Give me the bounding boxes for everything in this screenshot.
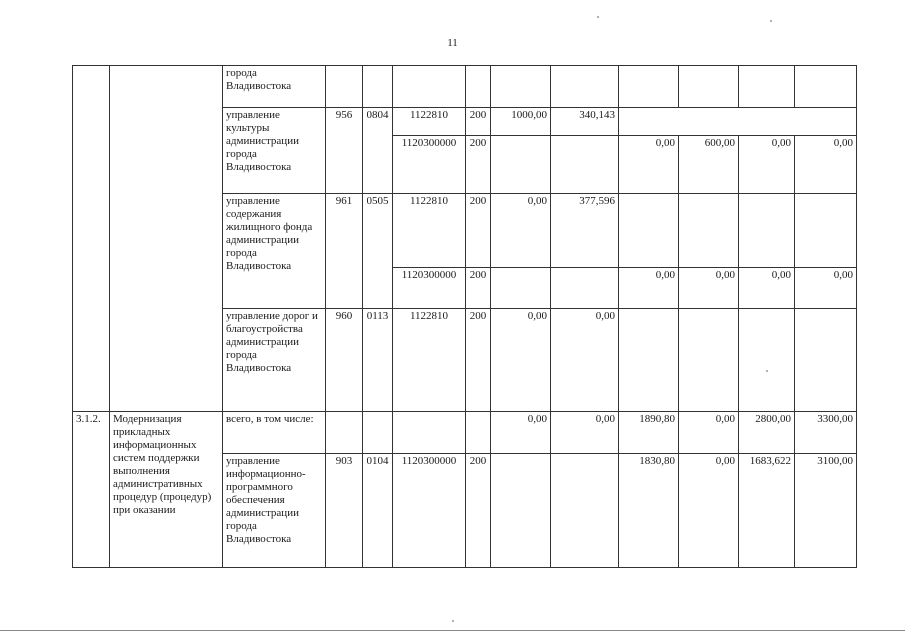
scan-edge-line	[0, 630, 905, 631]
vr-cell: 200	[466, 194, 491, 268]
org-cell: всего, в том числе:	[223, 412, 326, 454]
value-cell: 0,00	[795, 268, 857, 309]
code-cell: 3.1.2.	[73, 412, 110, 568]
rzpr-cell: 0505	[363, 194, 393, 309]
value-cell: 0,00	[491, 309, 551, 412]
rzpr-cell: 0804	[363, 108, 393, 194]
grbs-cell: 960	[326, 309, 363, 412]
table-row	[73, 66, 857, 108]
vr-cell: 200	[466, 268, 491, 309]
code-cell	[73, 66, 110, 412]
value-cell: 0,00	[739, 136, 795, 194]
scan-speck	[452, 620, 454, 622]
grbs-cell: 961	[326, 194, 363, 309]
value-cell: 3100,00	[795, 454, 857, 568]
value-cell: 1000,00	[491, 108, 551, 136]
csr-cell: 1122810	[393, 194, 466, 268]
csr-cell: 1120300000	[393, 268, 466, 309]
measure-name-cell: Модернизация прикладных информационных систем поддержки выполнения административных процедур (процедур) при оказании	[110, 412, 223, 568]
vr-cell: 200	[466, 454, 491, 568]
scan-speck	[766, 370, 768, 372]
grbs-cell: 903	[326, 454, 363, 568]
org-cell: управление дорог и благоустройства администрации города Владивостока	[223, 309, 326, 412]
rzpr-cell: 0104	[363, 454, 393, 568]
measure-name-cell	[110, 66, 223, 412]
value-cell: 2800,00	[739, 412, 795, 454]
value-cell: 0,00	[795, 136, 857, 194]
value-cell: 0,00	[619, 136, 679, 194]
value-cell: 0,00	[739, 268, 795, 309]
value-cell: 0,00	[551, 309, 619, 412]
value-cell: 0,00	[679, 268, 739, 309]
value-cell: 377,596	[551, 194, 619, 268]
vr-cell: 200	[466, 108, 491, 136]
value-cell: 0,00	[619, 268, 679, 309]
org-cell: управление информационно-программного обеспечения администрации города Владивостока	[223, 454, 326, 568]
org-cell: управление содержания жилищного фонда администрации города Владивостока	[223, 194, 326, 309]
table-row	[73, 412, 857, 454]
value-cell: 1830,80	[619, 454, 679, 568]
page-number: 11	[447, 37, 458, 49]
csr-cell: 1120300000	[393, 136, 466, 194]
value-cell: 600,00	[679, 136, 739, 194]
value-cell: 3300,00	[795, 412, 857, 454]
vr-cell: 200	[466, 136, 491, 194]
grbs-cell: 956	[326, 108, 363, 194]
org-cell: управление культуры администрации города Владивостока	[223, 108, 326, 194]
rzpr-cell: 0113	[363, 309, 393, 412]
value-cell: 340,143	[551, 108, 619, 136]
value-cell: 0,00	[491, 194, 551, 268]
csr-cell: 1120300000	[393, 454, 466, 568]
value-cell: 0,00	[679, 412, 739, 454]
org-cell: города Владивостока	[223, 66, 326, 108]
value-cell: 0,00	[551, 412, 619, 454]
csr-cell: 1122810	[393, 108, 466, 136]
csr-cell: 1122810	[393, 309, 466, 412]
scan-speck	[597, 16, 599, 18]
scan-speck	[770, 20, 772, 22]
budget-table	[72, 65, 857, 568]
value-cell: 0,00	[491, 412, 551, 454]
value-cell: 1683,622	[739, 454, 795, 568]
value-cell: 1890,80	[619, 412, 679, 454]
value-cell: 0,00	[679, 454, 739, 568]
vr-cell: 200	[466, 309, 491, 412]
